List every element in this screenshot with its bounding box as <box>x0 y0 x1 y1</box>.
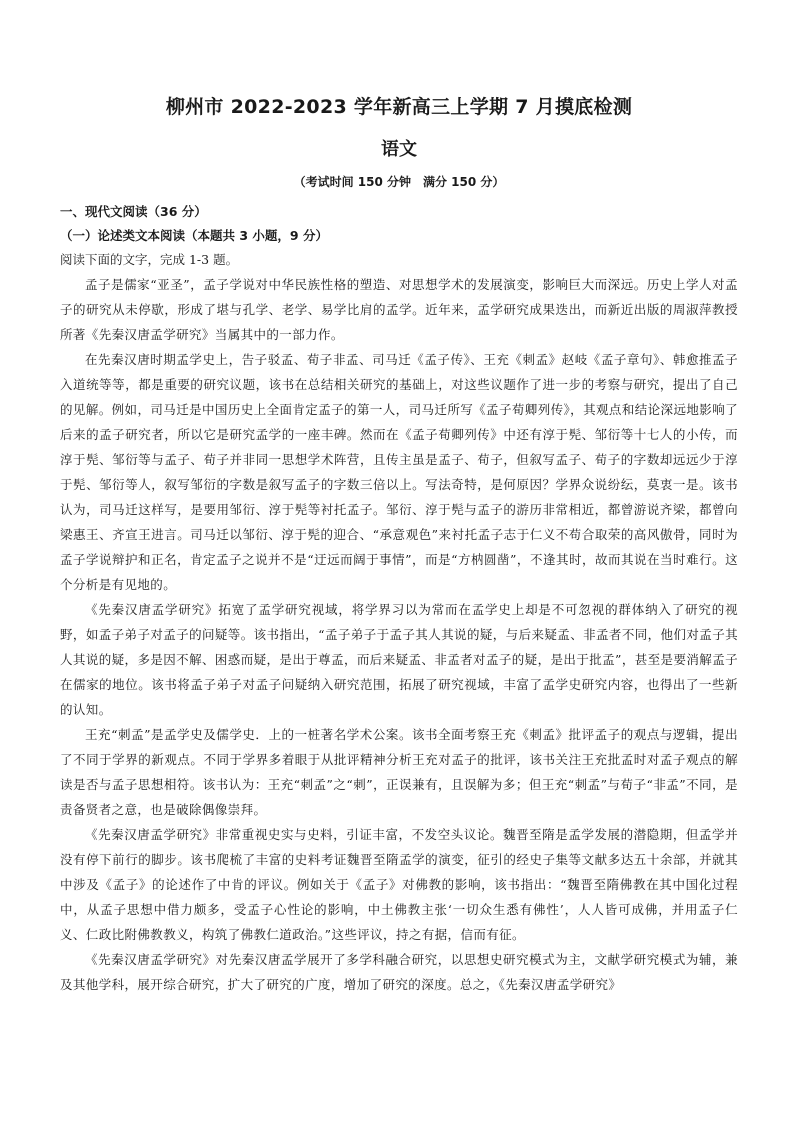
passage-paragraph: 《先秦汉唐孟学研究》非常重视史实与史料，引证丰富，不发空头议论。魏晋至隋是孟学发展的潜隐期，但孟学并没有停下前行的脚步。该书爬梳了丰富的史料考证魏晋至隋孟学的演变，征引的经史子集等文献多达五十余部，并就其中涉及《孟子》的论述作了中肯的评议。例如关于《孟子》对佛教的影响，该书指出：“魏晋至隋佛教在其中国化过程中，从孟子思想中借力颇多，受孟子心性论的影响，中土佛教主张‘一切众生悉有佛性’，人人皆可成佛，并用孟子仁义、仁政比附佛教教义，构筑了佛教仁道政治。”这些评议，持之有据，信而有征。 <box>60 827 738 942</box>
exam-title: 柳州市 2022-2023 学年新高三上学期 7 月摸底检测 <box>165 96 633 118</box>
exam-info: （考试时间 150 分钟 满分 150 分） <box>293 175 505 189</box>
passage-paragraph: 《先秦汉唐孟学研究》对先秦汉唐孟学展开了多学科融合研究，以思想史研究模式为主，文献学研究模式为辅，兼及其他学科，展开综合研究，扩大了研究的广度，增加了研究的深度。总之，《先秦汉唐孟学研究》 <box>60 952 738 992</box>
subsection-heading: （一）论述类文本阅读（本题共 3 小题，9 分） <box>60 228 328 243</box>
reading-instruction: 阅读下面的文字，完成 1-3 题。 <box>60 252 239 267</box>
subject-title: 语文 <box>381 139 417 160</box>
passage-paragraph: 孟子是儒家“亚圣”，孟子学说对中华民族性格的塑造、对思想学术的发展演变，影响巨大而深远。历史上学人对孟子的研究从未停歇，形成了堪与孔学、老学、易学比肩的孟学。近年来，孟学研究成果迭出，而新近出版的周淑萍教授所著《先秦汉唐孟学研究》当属其中的一部力作。 <box>60 277 738 342</box>
passage-paragraph: 在先秦汉唐时期孟学史上，告子驳孟、荀子非孟、司马迁《孟子传》、王充《刺孟》赵岐《孟子章句》、韩愈推孟子入道统等等，都是重要的研究议题，该书在总结相关研究的基础上，对这些议题作了进一步的考察与研究，提出了自己的见解。例如，司马迁是中国历史上全面肯定孟子的第一人，司马迁所写《孟子荀卿列传》，其观点和结论深远地影响了后来的孟子研究者，所以它是研究孟学的一座丰碑。然而在《孟子荀卿列传》中还有淳于髡、邹衍等十七人的小传，而淳于髡、邹衍等与孟子、荀子并非同一思想学术阵营，且传主虽是孟子、荀子，但叙写孟子、荀子的字数却远远少于淳于髡、邹衍等人，叙写邹衍的字数是叙写孟子的字数三倍以上。写法奇特，是何原因？学界众说纷纭，莫衷一是。该书认为，司马迁这样写，是要用邹衍、淳于髡等衬托孟子。邹衍、淳于髡与孟子的游历非常相近，都曾游说齐梁，都曾向梁惠王、齐宣王进言。司马迁以邹衍、淳于髡的迎合、“承意观色”来衬托孟子志于仁义不苟合取荣的高风傲骨，同时为孟子学说辩护和正名，肯定孟子之说并不是“迂远而阔于事情”，而是“方枘圆凿”，不逢其时，故而其说在当时难行。这个分析是有见地的。 <box>60 352 738 592</box>
section-heading: 一、现代文阅读（36 分） <box>60 204 207 219</box>
passage-paragraph: 王充“刺孟”是孟学史及儒学史．上的一桩著名学术公案。该书全面考察王充《刺孟》批评孟子的观点与逻辑，提出了不同于学界的新观点。不同于学界多着眼于从批评精神分析王充对孟子的批评，该书关注王充批孟时对孟子观点的解读是否与孟子思想相符。该书认为：王充“刺孟”之“刺”，正误兼有，且误解为多；但王充“刺孟”与荀子“非孟”不同，是责备贤者之意，也是破除偶像崇拜。 <box>60 727 738 817</box>
passage-paragraph: 《先秦汉唐孟学研究》拓宽了孟学研究视域，将学界习以为常而在孟学史上却是不可忽视的群体纳入了研究的视野，如孟子弟子对孟子的问疑等。该书指出，“孟子弟子于孟子其人其说的疑，与后来疑孟、非孟者不同，他们对孟子其人其说的疑，多是因不解、困惑而疑，是出于尊孟，而后来疑孟、非孟者对孟子的疑，是出于批孟”，甚至是要消解孟子在儒家的地位。该书将孟子弟子对孟子问疑纳入研究范围，拓展了研究视域，丰富了孟学史研究内容，也得出了一些新的认知。 <box>60 602 738 717</box>
